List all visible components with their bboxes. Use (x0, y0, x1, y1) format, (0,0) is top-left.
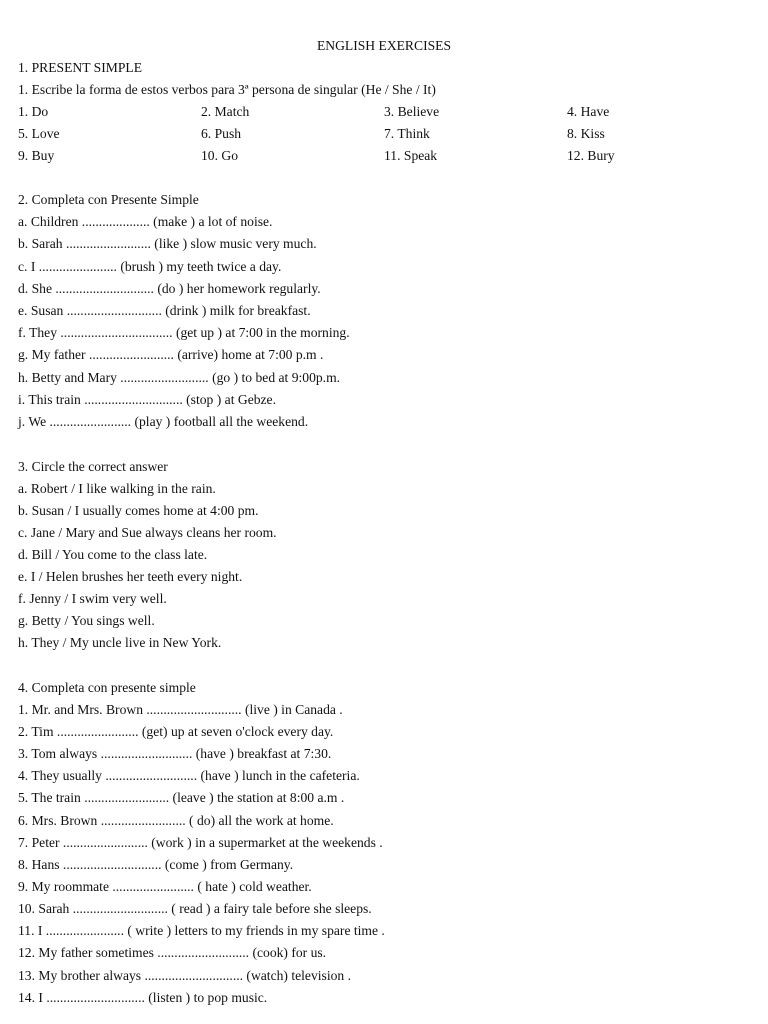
exercise-item: 2. Tim ........................ (get) up at seven o'clock every day. (18, 724, 334, 739)
verb-item: 4. Have (567, 104, 610, 119)
page-title: ENGLISH EXERCISES (316, 38, 452, 53)
section2-heading: 2. Completa con Presente Simple (18, 192, 199, 207)
exercise-item: g. Betty / You sings well. (18, 613, 155, 628)
verb-item: 9. Buy (18, 148, 55, 163)
verb-item: 6. Push (201, 126, 242, 141)
exercise-item: 4. They usually ........................... (have ) lunch in the cafeteria. (18, 768, 360, 783)
exercise-item: j. We ........................ (play ) football all the weekend. (18, 414, 309, 429)
section4-heading: 4. Completa con presente simple (18, 680, 196, 695)
exercise-item: c. Jane / Mary and Sue always cleans her room. (18, 525, 277, 540)
verb-item: 10. Go (201, 148, 239, 163)
exercise-item: f. They ................................. (get up ) at 7:00 in the morning. (18, 325, 350, 340)
exercise-item: 10. Sarah ............................ ( read ) a fairy tale before she sleeps. (18, 901, 372, 916)
exercise-item: 1. Mr. and Mrs. Brown ............................ (live ) in Canada . (18, 702, 343, 717)
section3-heading: 3. Circle the correct answer (18, 459, 168, 474)
exercise-item: h. Betty and Mary .......................... (go ) to bed at 9:00p.m. (18, 370, 341, 385)
verb-item: 1. Do (18, 104, 49, 119)
exercise-item: b. Sarah ......................... (like ) slow music very much. (18, 236, 317, 251)
exercise-item: 13. My brother always ............................. (watch) television . (18, 968, 351, 983)
verb-row (0, 101, 768, 123)
exercise-item: i. This train ............................. (stop ) at Gebze. (18, 392, 276, 407)
verb-item: 11. Speak (384, 148, 438, 163)
verb-item: 12. Bury (567, 148, 615, 163)
exercise-item: d. She ............................. (do ) her homework regularly. (18, 281, 321, 296)
section1-heading: 1. PRESENT SIMPLE (18, 60, 143, 75)
exercise-item: h. They / My uncle live in New York. (18, 635, 222, 650)
exercise-item: 3. Tom always ........................... (have ) breakfast at 7:30. (18, 746, 332, 761)
exercise-item: a. Robert / I like walking in the rain. (18, 481, 216, 496)
exercise-item: 5. The train ......................... (leave ) the station at 8:00 a.m . (18, 790, 345, 805)
exercise-item: 6. Mrs. Brown ......................... ( do) all the work at home. (18, 813, 334, 828)
exercise-item: 11. I ....................... ( write ) letters to my friends in my spare time . (18, 923, 385, 938)
verb-item: 2. Match (201, 104, 250, 119)
verb-item: 5. Love (18, 126, 60, 141)
exercise-item: e. I / Helen brushes her teeth every night. (18, 569, 243, 584)
verb-row (0, 123, 768, 145)
exercise-item: f. Jenny / I swim very well. (18, 591, 167, 606)
verb-item: 7. Think (384, 126, 430, 141)
exercise-item: e. Susan ............................ (drink ) milk for breakfast. (18, 303, 311, 318)
exercise-item: 8. Hans ............................. (come ) from Germany. (18, 857, 294, 872)
verb-row (0, 145, 768, 167)
exercise-item: 12. My father sometimes ........................... (cook) for us. (18, 945, 327, 960)
section1-instruction: 1. Escribe la forma de estos verbos para 3ª persona de singular (He / She / It) (18, 82, 436, 97)
exercise-item: g. My father ......................... (arrive) home at 7:00 p.m . (18, 347, 324, 362)
exercise-item: a. Children .................... (make ) a lot of noise. (18, 214, 273, 229)
exercise-item: 14. I ............................. (listen ) to pop music. (18, 990, 268, 1005)
exercise-item: c. I ....................... (brush ) my teeth twice a day. (18, 259, 282, 274)
exercise-item: d. Bill / You come to the class late. (18, 547, 208, 562)
exercise-item: 9. My roommate ........................ ( hate ) cold weather. (18, 879, 312, 894)
exercise-item: 7. Peter ......................... (work ) in a supermarket at the weekends . (18, 835, 383, 850)
verb-item: 8. Kiss (567, 126, 605, 141)
verb-item: 3. Believe (384, 104, 440, 119)
exercise-item: b. Susan / I usually comes home at 4:00 pm. (18, 503, 259, 518)
